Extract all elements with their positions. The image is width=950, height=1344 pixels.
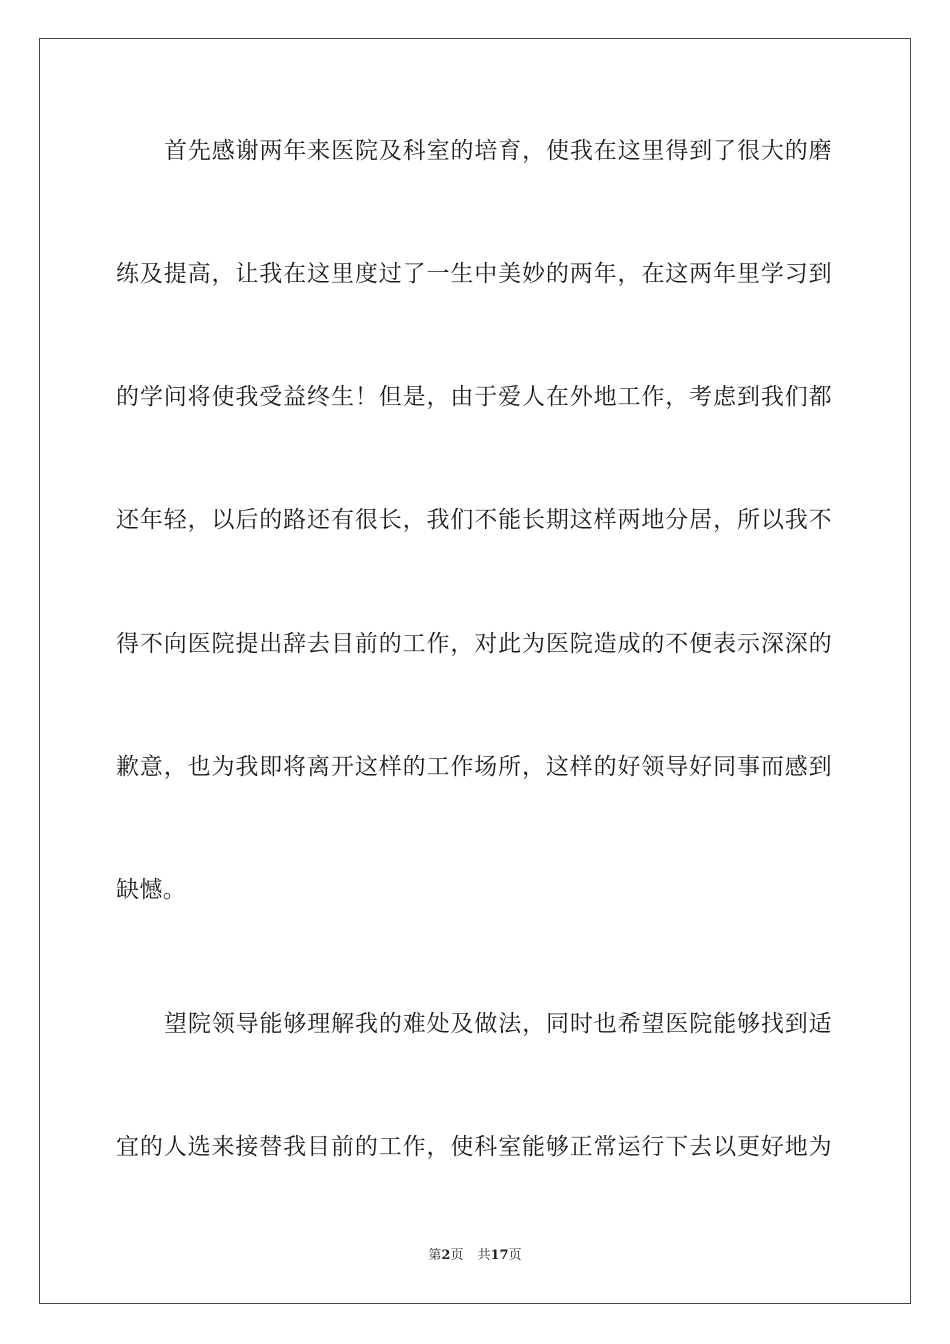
total-pages: 17 xyxy=(490,1248,509,1263)
total-suffix: 页 xyxy=(508,1248,522,1263)
paragraph-1-line-1: 首先感谢两年来医院及科室的培育，使我在这里得到了很大的磨 xyxy=(164,138,832,164)
paragraph-1-line-4: 还年轻，以后的路还有很长，我们不能长期这样两地分居，所以我不 xyxy=(116,507,832,533)
paragraph-1-line-5: 得不向医院提出辞去目前的工作，对此为医院造成的不便表示深深的 xyxy=(116,631,832,657)
page-border xyxy=(39,38,911,1304)
paragraph-1-line-3: 的学问将使我受益终生！但是，由于爱人在外地工作，考虑到我们都 xyxy=(116,384,832,410)
paragraph-2-line-2: 宜的人选来接替我目前的工作，使科室能够正常运行下去以更好地为 xyxy=(116,1134,832,1160)
paragraph-1-line-6: 歉意，也为我即将离开这样的工作场所，这样的好领导好同事而感到 xyxy=(116,754,832,780)
page-suffix: 页 xyxy=(450,1248,464,1263)
total-prefix: 共 xyxy=(477,1248,491,1263)
page-footer xyxy=(0,1247,950,1265)
paragraph-1-line-2: 练及提高，让我在这里度过了一生中美妙的两年，在这两年里学习到 xyxy=(116,261,832,287)
paragraph-1-line-7: 缺憾。 xyxy=(116,877,187,903)
page-number: 2 xyxy=(441,1248,451,1263)
paragraph-2-line-1: 望院领导能够理解我的难处及做法，同时也希望医院能够找到适 xyxy=(164,1011,832,1037)
page-prefix: 第 xyxy=(428,1248,442,1263)
